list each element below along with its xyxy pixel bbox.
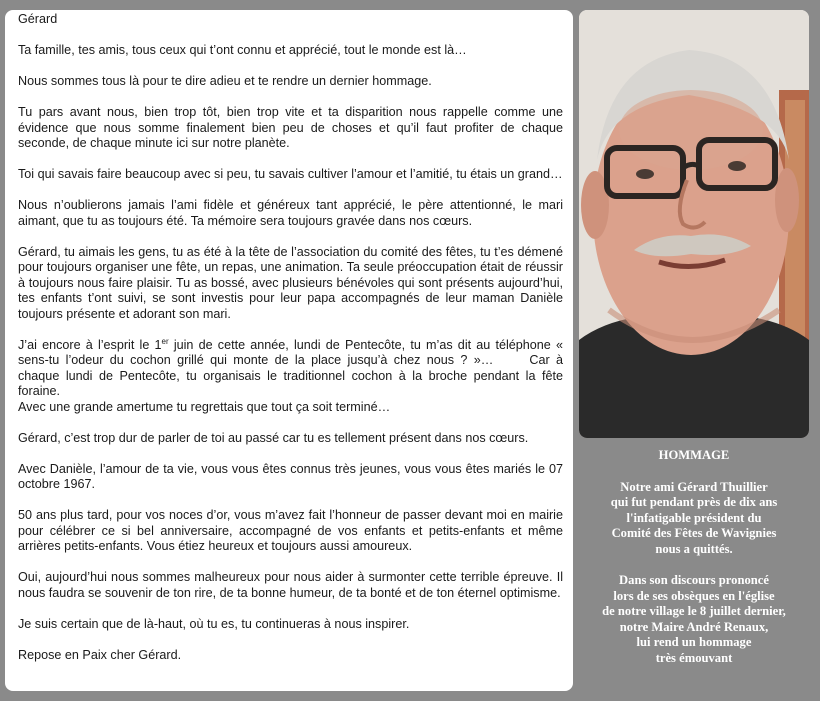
paragraph-8: Gérard, c’est trop dur de parler de toi au passé car tu es tellement présent dans nos cœurs. xyxy=(18,430,529,445)
eulogy-text-panel xyxy=(5,10,573,691)
portrait-illustration xyxy=(579,10,809,438)
paragraph-7 xyxy=(18,338,563,400)
paragraph-11: Oui, aujourd’hui nous sommes malheureux pour nous aider à surmonter cette terrible épreuve. Il nous faudra se souvenir de ton rire, de ta bonne humeur, de ta bonté et de ton éternel optimisme. xyxy=(18,570,563,600)
paragraph-10: 50 ans plus tard, pour vos noces d’or, vous m’avez fait l’honneur de passer devant moi en mairie pour célébrer ce si bel anniversaire, accompagné de vos enfants et petits-enfants et même arrières petits-enfants. Vous étiez heureux et toujours aussi amoureux. xyxy=(18,508,563,553)
paragraph-3: Tu pars avant nous, bien trop tôt, bien trop vite et ta disparition nous rappelle comme une évidence que nous somme finalement bien peu de choses et qu’il faut profiter de chaque seconde, de chaque minute ici sur notre planète. xyxy=(18,105,563,150)
paragraph-7-start: J’ai encore à l’esprit le 1 xyxy=(18,337,162,352)
tribute-block-2 xyxy=(579,573,809,666)
paragraph-7-quote: juin de cette année, lundi de Pentecôte, tu m’as dit au téléphone « sens-tu l’odeur du cochon grillé qui monte de la place jusqu’à chez nous ? »… xyxy=(18,337,563,367)
paragraph-7-continued: Car à chaque lundi de Pentecôte, tu organisais le traditionnel cochon à la broche pendant la fête foraine. xyxy=(18,353,564,398)
tribute-line: lors de ses obsèques en l'église xyxy=(613,588,775,603)
paragraph-2: Nous sommes tous là pour te dire adieu et te rendre un dernier hommage. xyxy=(18,74,432,88)
tribute-line: lui rend un hommage xyxy=(636,635,752,649)
tribute-line: Notre ami Gérard Thuillier xyxy=(620,479,768,494)
tribute-line: nous a quittés. xyxy=(655,541,733,556)
paragraph-1: Ta famille, tes amis, tous ceux qui t’ont connu et apprécié, tout le monde est là… xyxy=(18,43,467,57)
tribute-line: très émouvant xyxy=(655,650,733,665)
tribute-line: notre Maire André Renaux, xyxy=(619,619,769,634)
ordinal-suffix: er xyxy=(161,336,169,346)
tribute-block-1 xyxy=(579,480,809,558)
tribute-line: l'infatigable président du xyxy=(626,510,762,525)
paragraph-7-end: Avec une grande amertume tu regrettais que tout ça soit terminé… xyxy=(18,399,391,414)
paragraph-6: Gérard, tu aimais les gens, tu as été à la tête de l’association du comité des fêtes, tu t’es démené pour toujours organiser une fête, un repas, une animation. Ta seule préoccupation était de réussir à toujours nous faire plaisir. Tu as bossé, avec plusieurs bénévoles qui sont présents aujourd’hui, tes enfants t’ont suivi, se sont investis pour leur papa accompagnés de leur maman Danièle toujours présente et adorant son mari. xyxy=(18,244,563,321)
tribute-line: Dans son discours prononcé xyxy=(619,573,769,587)
letter-title: Gérard xyxy=(18,12,58,26)
tribute-line: de notre village le 8 juillet dernier, xyxy=(602,604,786,618)
tribute-line: qui fut pendant près de dix ans xyxy=(610,495,778,509)
paragraph-4: Toi qui savais faire beaucoup avec si peu, tu savais cultiver l’amour et l’amitié, tu étais un grand… xyxy=(18,167,563,181)
portrait-photo xyxy=(579,10,809,438)
paragraph-9: Avec Danièle, l’amour de ta vie, vous vous êtes connus très jeunes, vous vous êtes mariés le 07 octobre 1967. xyxy=(18,461,563,491)
tribute-line: Comité des Fêtes de Wavignies xyxy=(611,526,777,540)
paragraph-13: Repose en Paix cher Gérard. xyxy=(18,647,182,662)
tribute-caption xyxy=(579,448,809,666)
tribute-heading: HOMMAGE xyxy=(658,448,730,462)
paragraph-12: Je suis certain que de là-haut, où tu es, tu continueras à nous inspirer. xyxy=(18,616,410,631)
paragraph-5: Nous n’oublierons jamais l’ami fidèle et généreux tant apprécié, le père attentionné, le mari aimant, que tu as toujours été. Ta mémoire sera toujours gravée dans nos cœurs. xyxy=(18,198,563,228)
